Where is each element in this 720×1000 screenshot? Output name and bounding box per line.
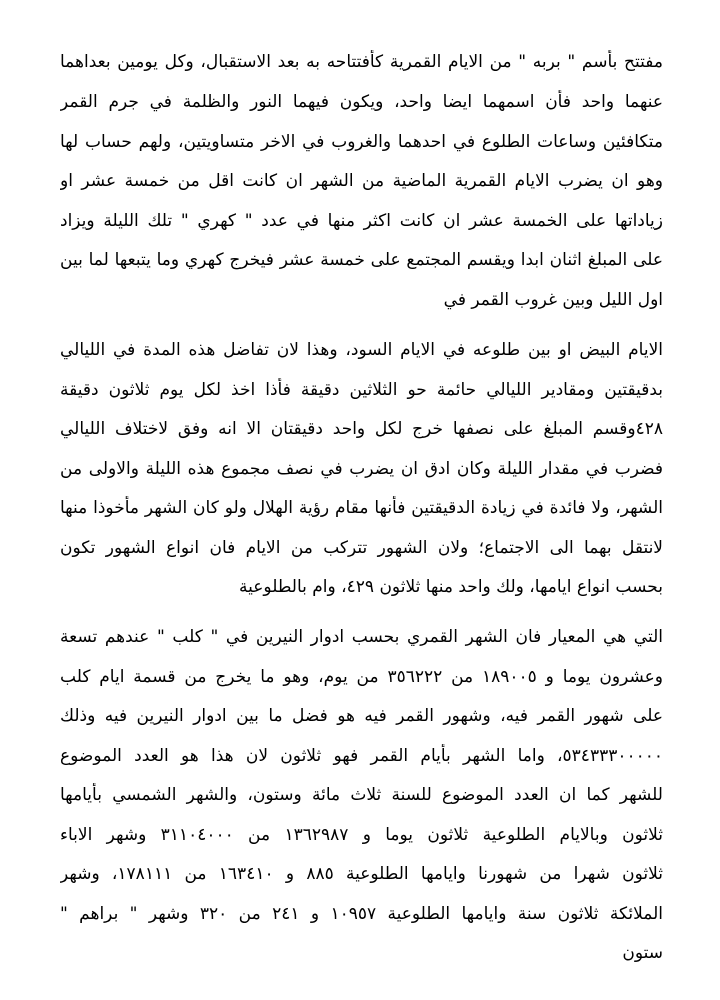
text-line: ستون: [622, 943, 663, 963]
text-line: متكافئين وساعات الطلوع في احدهما والغروب في الاخر متساويتين، ولهم حساب لها: [60, 132, 663, 152]
text-line: وهو ان يضرب الايام القمرية الماضية من الشهر ان كانت اقل من خمسة عشر او: [60, 171, 663, 191]
text-line: مفتتح بأسم " بربه " من الايام القمرية كأفتتاحه به بعد الاستقبال، وكل يومين بعداهما: [60, 52, 663, 72]
text-line: عنهما واحد فأن اسمهما ايضا واحد، ويكون فيهما النور والظلمة في جرم القمر: [60, 92, 663, 112]
text-line: على شهور القمر فيه، وشهور القمر فيه هو فضل ما بين ادوار النيرين فيه وذلك: [60, 706, 663, 726]
text-line: ثلاثون وبالايام الطلوعية ثلاثون يوما و ١٣٦٢٩٨٧ من ٣١١٠٤٠٠٠ وشهر الاباء: [60, 825, 663, 845]
text-line: ثلاثون شهرا من شهورنا وايامها الطلوعية ٨٨٥ و ١٦٣٤١٠ من ١٧٨١١١، وشهر: [60, 864, 663, 884]
text-line: الايام البيض او بين طلوعه في الايام السود، وهذا لان تفاضل هذه المدة في الليالي: [60, 340, 663, 360]
text-line: وعشرون يوما و ١٨٩٠٠٥ من ٣٥٦٢٢٢ من يوم، وهو ما يخرج من قسمة ايام كلب: [60, 667, 663, 687]
text-line: فضرب في مقدار الليلة وكان ادق ان يضرب في نصف مجموع هذه الليلة والاولى من: [60, 459, 663, 479]
text-line: لانتقل بهما الى الاجتماع؛ ولان الشهور تتركب من الايام فان انواع الشهور تكون: [60, 538, 663, 558]
text-line: اول الليل وبين غروب القمر في: [443, 290, 663, 310]
text-line: للشهر كما ان العدد الموضوع للسنة ثلاث مائة وستون، والشهر الشمسي بأيامها: [60, 785, 663, 805]
text-line: الشهر، ولا فائدة في زيادة الدقيقتين فأنها مقام رؤية الهلال ولو كان الشهر مأخوذا منها: [60, 498, 663, 518]
text-line: ٥٣٤٣٣٣٠٠٠٠٠، واما الشهر بأيام القمر فهو ثلاثون لان هذا هو العدد الموضوع: [60, 746, 663, 766]
text-line: بدقيقتين ومقادير الليالي حائمة حو الثلاثين دقيقة فأذا اخذ لكل يوم ثلاثون دقيقة: [60, 380, 663, 400]
text-line: على المبلغ اثنان ابدا ويقسم المجتمع على خمسة عشر فيخرج كهري وما يتبعها لما بين: [60, 250, 663, 270]
text-line: ٤٢٨وقسم المبلغ على نصفها خرج لكل واحد دقيقتان الا انه وفق لاختلاف الليالي: [60, 419, 663, 439]
text-line: الملائكة ثلاثون سنة وايامها الطلوعية ١٠٩٥٧ و ٢٤١ من ٣٢٠ وشهر " براهم ": [60, 904, 663, 924]
text-line: زياداتها على الخمسة عشر ان كانت اكثر منها في عدد " كهري " تلك الليلة ويزاد: [60, 211, 663, 231]
text-line: التي هي المعيار فان الشهر القمري بحسب ادوار النيرين في " كلب " عندهم تسعة: [60, 627, 663, 647]
text-line: بحسب انواع ايامها، ولك واحد منها ثلاثون ٤٢٩، وام بالطلوعية: [239, 577, 663, 597]
